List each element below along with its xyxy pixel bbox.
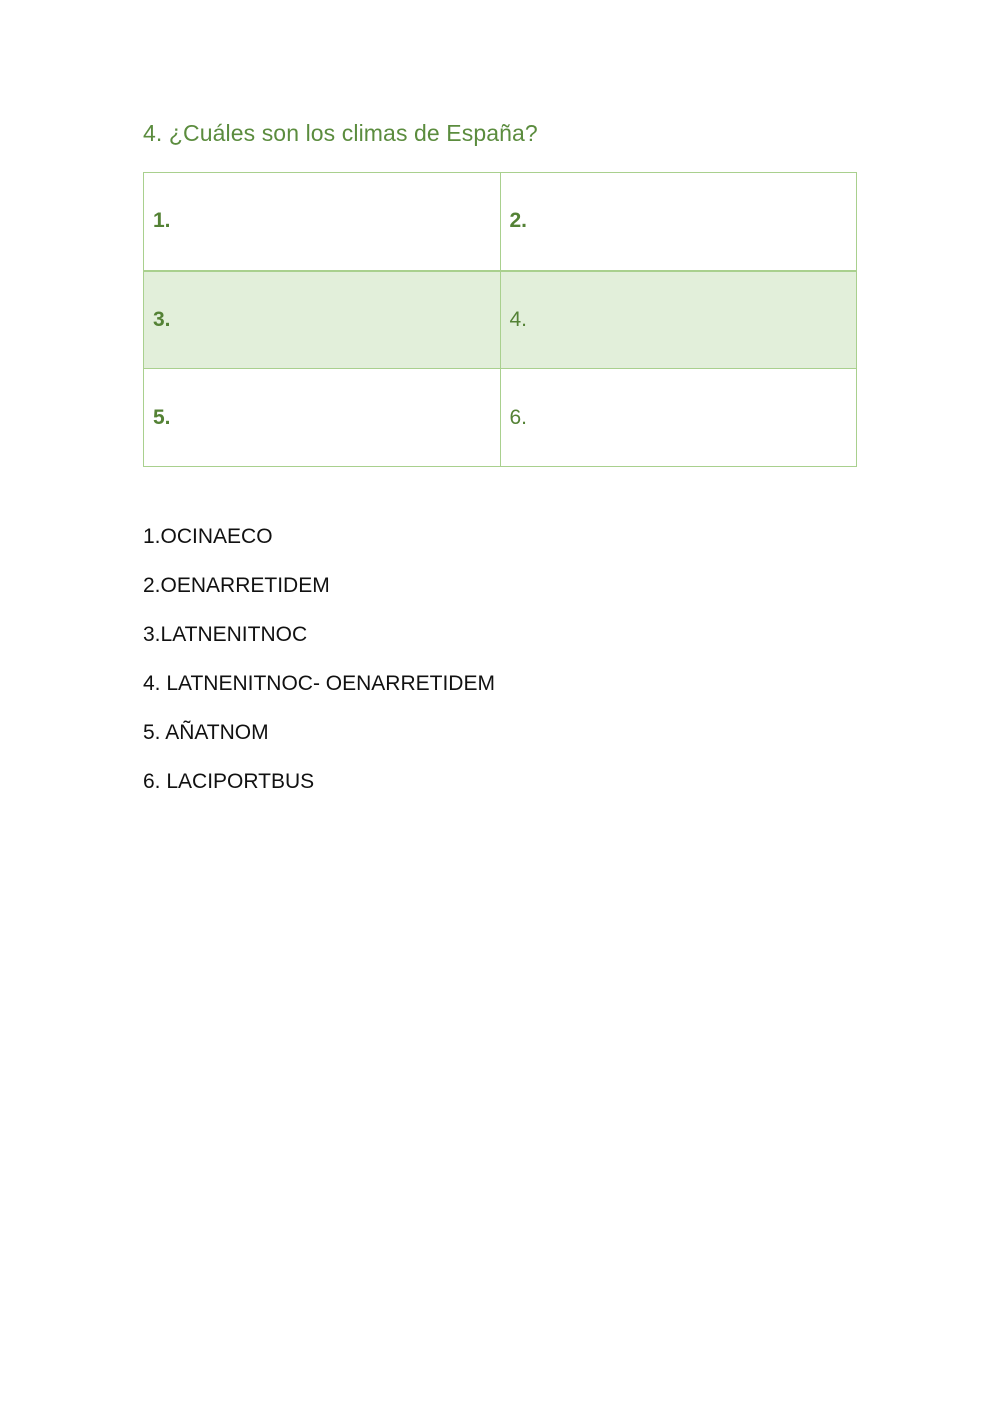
answer-cell-3[interactable]: 3. xyxy=(144,271,501,369)
clue-item: 1.OCINAECO xyxy=(143,525,273,548)
scrambled-clue-list xyxy=(143,522,495,816)
clue-item: 3.LATNENITNOC xyxy=(143,623,308,646)
table-row xyxy=(144,369,857,467)
clue-item: 2.OENARRETIDEM xyxy=(143,574,330,597)
question-heading: 4. ¿Cuáles son los climas de España? xyxy=(143,120,538,146)
table-row xyxy=(144,271,857,369)
table-row xyxy=(144,173,857,271)
clue-item: 4. LATNENITNOC- OENARRETIDEM xyxy=(143,672,495,695)
answer-cell-5[interactable]: 5. xyxy=(144,369,501,467)
answer-cell-6[interactable]: 6. xyxy=(500,369,857,467)
clue-item: 6. LACIPORTBUS xyxy=(143,770,315,793)
clue-item: 5. AÑATNOM xyxy=(143,721,269,744)
answer-cell-4[interactable]: 4. xyxy=(500,271,857,369)
answer-cell-2[interactable]: 2. xyxy=(500,173,857,271)
answer-cell-1[interactable]: 1. xyxy=(144,173,501,271)
answer-table xyxy=(143,172,857,467)
